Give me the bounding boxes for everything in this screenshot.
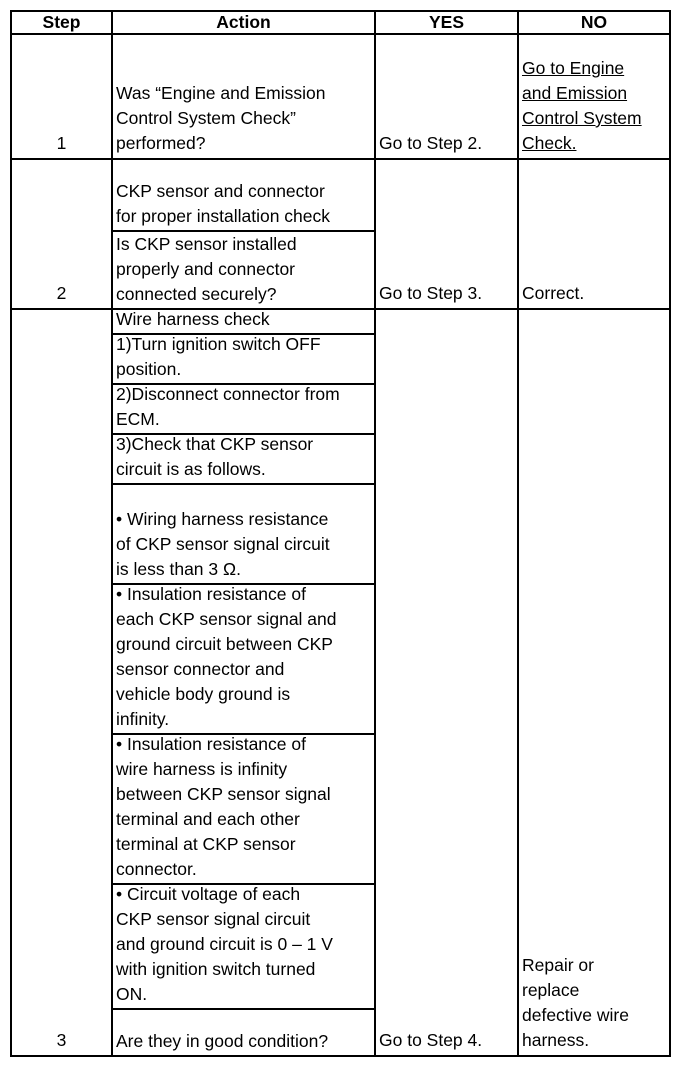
step-3-action-title: Wire harness check	[113, 310, 374, 335]
step-1-yes: Go to Step 2.	[376, 35, 519, 160]
step-3-number	[12, 310, 113, 1055]
header-step: Step	[12, 12, 113, 35]
step-2-action	[113, 160, 376, 310]
step-1-number	[12, 35, 113, 160]
step-3-action	[113, 310, 376, 1055]
header-no: NO	[519, 12, 669, 35]
step-3-substep-2: 2)Disconnect connector from ECM.	[113, 385, 374, 435]
header-yes: YES	[376, 12, 519, 35]
step-number: 3	[56, 1030, 67, 1050]
step-1-no[interactable]	[519, 35, 669, 160]
step-3-bullet-4: • Circuit voltage of each CKP sensor signal circuit and ground circuit is 0 – 1 V with ignition switch turned ON.	[113, 885, 374, 1010]
step-number: 2	[56, 283, 67, 303]
engine-emission-check-link[interactable]: Go to Engine and Emission Control System Check.	[522, 58, 642, 153]
step-3-substep-3: 3)Check that CKP sensor circuit is as follows.	[113, 435, 374, 485]
step-2-action-title: CKP sensor and connector for proper installation check	[113, 160, 374, 232]
step-2-no: Correct.	[519, 160, 669, 310]
step-3-action-question: Are they in good condition?	[116, 1031, 329, 1051]
step-2-number	[12, 160, 113, 310]
step-2-action-question: Is CKP sensor installed properly and connector connected securely?	[116, 234, 297, 304]
diagnostic-table	[10, 10, 671, 1057]
step-number: 1	[56, 133, 67, 153]
header-action: Action	[113, 12, 376, 35]
step-3-substep-1: 1)Turn ignition switch OFF position.	[113, 335, 374, 385]
step-1-action: Was “Engine and Emission Control System Check” performed?	[113, 35, 376, 160]
step-3-bullet-1: • Wiring harness resistance of CKP sensor signal circuit is less than 3 Ω.	[113, 485, 374, 585]
step-3-bullet-3: • Insulation resistance of wire harness is infinity between CKP sensor signal terminal and each other terminal at CKP sensor connector.	[113, 735, 374, 885]
step-2-yes: Go to Step 3.	[376, 160, 519, 310]
step-3-bullet-2: • Insulation resistance of each CKP sensor signal and ground circuit between CKP sensor connector and vehicle body ground is infinity.	[113, 585, 374, 735]
step-3-no: Repair or replace defective wire harness.	[522, 955, 629, 1050]
step-3-yes: Go to Step 4.	[376, 310, 519, 1055]
